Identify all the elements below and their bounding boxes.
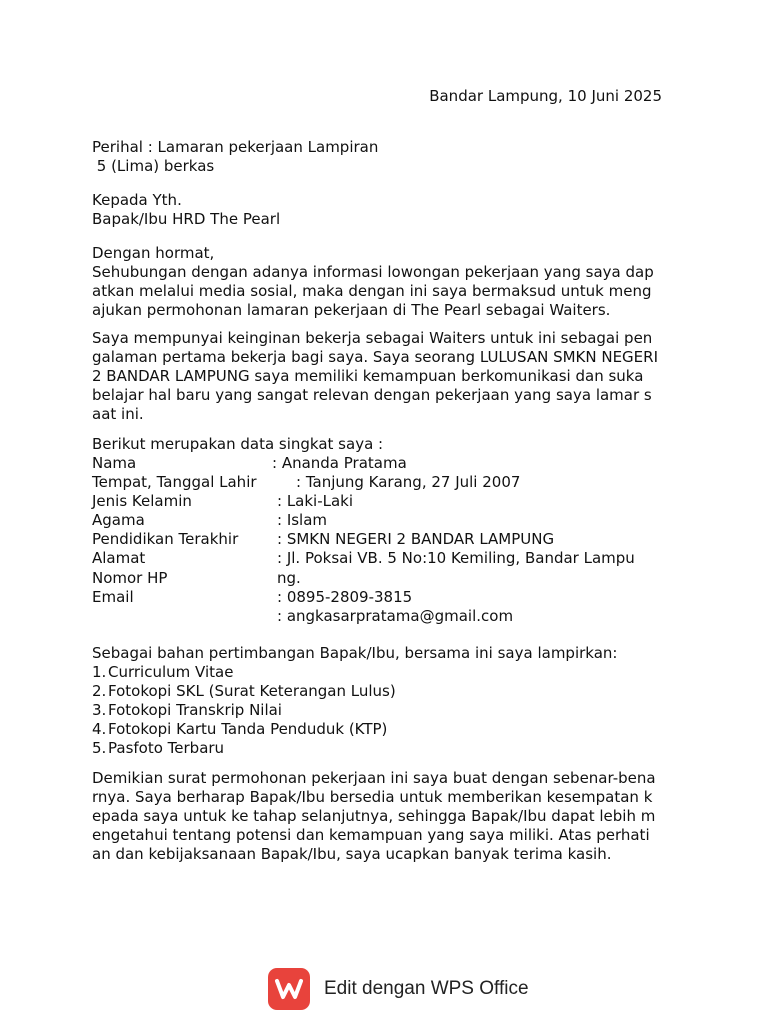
data-label: Pendidikan Terakhir xyxy=(92,530,239,548)
list-number: 5. xyxy=(92,739,107,757)
paragraph-line: Dengan hormat, xyxy=(92,244,215,262)
paragraph-line: an dan kebijaksanaan Bapak/Ibu, saya ucapkan banyak terima kasih. xyxy=(92,845,612,863)
letter-date: Bandar Lampung, 10 Juni 2025 xyxy=(429,87,662,105)
data-value: : 0895-2809-3815 xyxy=(277,588,413,606)
data-value: : Jl. Poksai VB. 5 No:10 Kemiling, Bandar Lampu xyxy=(277,549,635,567)
paragraph-line: galaman pertama bekerja bagi saya. Saya seorang LULUSAN SMKN NEGERI xyxy=(92,348,659,366)
paragraph-line: rnya. Saya berharap Bapak/Ibu bersedia untuk memberikan kesempatan k xyxy=(92,788,653,806)
list-number: 2. xyxy=(92,682,107,700)
subject-line: 5 (Lima) berkas xyxy=(92,157,215,175)
data-value: : angkasarpratama@gmail.com xyxy=(277,607,514,625)
data-label: Email xyxy=(92,588,134,606)
list-text: Fotokopi Kartu Tanda Penduduk (KTP) xyxy=(108,720,388,738)
paragraph-line: ajukan permohonan lamaran pekerjaan di The Pearl sebagai Waiters. xyxy=(92,301,611,319)
list-number: 4. xyxy=(92,720,107,738)
recipient-line: Kepada Yth. xyxy=(92,191,182,209)
subject-line: Perihal : Lamaran pekerjaan Lampiran xyxy=(92,138,379,156)
paragraph-line: aat ini. xyxy=(92,405,144,423)
list-text: Pasfoto Terbaru xyxy=(108,739,225,757)
data-value: : Ananda Pratama xyxy=(272,454,407,472)
attachments-intro: Sebagai bahan pertimbangan Bapak/Ibu, bersama ini saya lampirkan: xyxy=(92,644,618,662)
data-label: Alamat xyxy=(92,549,146,567)
list-text: Fotokopi Transkrip Nilai xyxy=(108,701,282,719)
list-text: Fotokopi SKL (Surat Keterangan Lulus) xyxy=(108,682,396,700)
data-value: : Tanjung Karang, 27 Juli 2007 xyxy=(296,473,521,491)
list-number: 1. xyxy=(92,663,107,681)
data-value: : Laki-Laki xyxy=(277,492,354,510)
paragraph-line: Saya mempunyai keinginan bekerja sebagai Waiters untuk ini sebagai pen xyxy=(92,329,653,347)
paragraph-line: Demikian surat permohonan pekerjaan ini saya buat dengan sebenar-bena xyxy=(92,769,656,787)
list-number: 3. xyxy=(92,701,107,719)
paragraph-line: epada saya untuk ke tahap selanjutnya, sehingga Bapak/Ibu dapat lebih m xyxy=(92,807,656,825)
wps-office-icon xyxy=(268,968,310,1010)
paragraph-line: atkan melalui media sosial, maka dengan ini saya bermaksud untuk meng xyxy=(92,282,652,300)
paragraph-line: 2 BANDAR LAMPUNG saya memiliki kemampuan berkomunikasi dan suka xyxy=(92,367,644,385)
paragraph-line: belajar hal baru yang sangat relevan dengan pekerjaan yang saya lamar s xyxy=(92,386,652,404)
data-label: Jenis Kelamin xyxy=(92,492,192,510)
paragraph-line: Sehubungan dengan adanya informasi lowongan pekerjaan yang saya dap xyxy=(92,263,654,281)
data-label: Agama xyxy=(92,511,145,529)
data-intro: Berikut merupakan data singkat saya : xyxy=(92,435,384,453)
data-label: Nomor HP xyxy=(92,569,168,587)
data-value: : SMKN NEGERI 2 BANDAR LAMPUNG xyxy=(277,530,555,548)
data-value: : Islam xyxy=(277,511,328,529)
edit-with-wps-button[interactable] xyxy=(268,968,529,1010)
list-text: Curriculum Vitae xyxy=(108,663,234,681)
edit-label: Edit dengan WPS Office xyxy=(324,978,529,999)
data-label: Tempat, Tanggal Lahir xyxy=(92,473,257,491)
paragraph-line: engetahui tentang potensi dan kemampuan yang saya miliki. Atas perhati xyxy=(92,826,650,844)
recipient-line: Bapak/Ibu HRD The Pearl xyxy=(92,210,281,228)
data-value: ng. xyxy=(277,569,301,587)
data-label: Nama xyxy=(92,454,137,472)
